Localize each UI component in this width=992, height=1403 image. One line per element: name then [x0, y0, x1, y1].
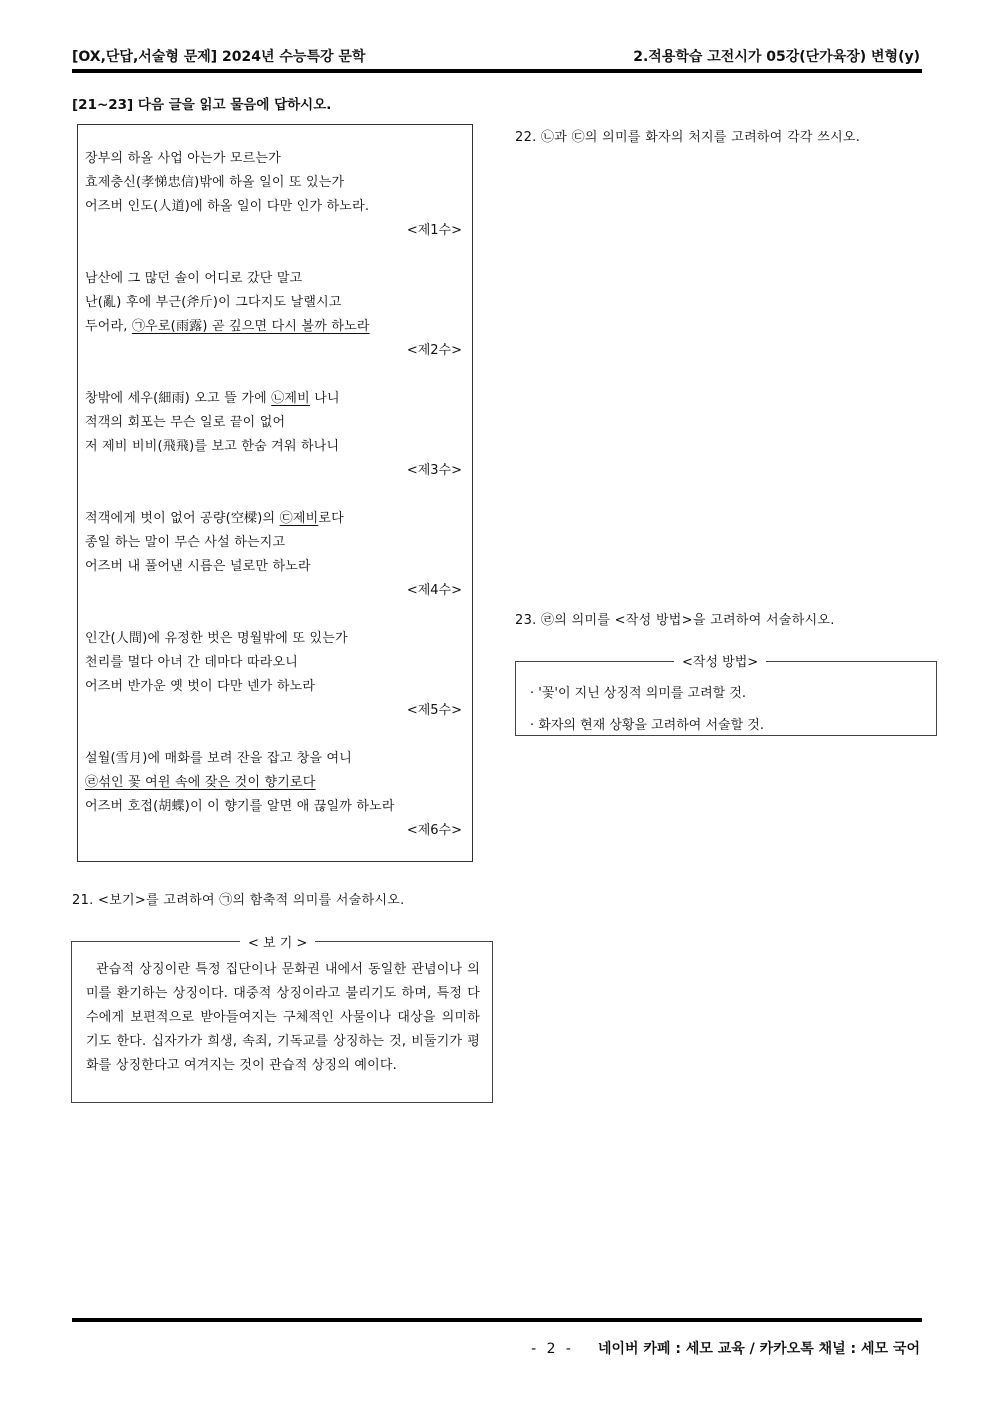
- poem-line: 창밖에 세우(細雨) 오고 뜰 가에 ㉡제비 나니: [85, 391, 340, 406]
- footer-rule: [72, 1318, 922, 1322]
- stanza-label: <제5수>: [406, 703, 462, 718]
- poem-line: 천리를 멀다 아녀 간 데마다 따라오니: [85, 655, 299, 670]
- question-21: 21. <보기>를 고려하여 ㉠의 함축적 의미를 서술하시오.: [72, 893, 405, 908]
- question-23: 23. ㉣의 의미를 <작성 방법>을 고려하여 서술하시오.: [515, 613, 835, 628]
- poem-line: 어즈버 인도(人道)에 하올 일이 다만 인가 하노라.: [85, 199, 370, 214]
- poem-line: 두어라, ㉠우로(雨露) 곧 깊으면 다시 볼까 하노라: [85, 319, 370, 334]
- poem-line: 설월(雪月)에 매화를 보려 잔을 잡고 창을 여니: [85, 751, 353, 766]
- header-title: [OX,단답,서술형 문제] 2024년 수능특강 문학: [72, 49, 366, 65]
- poem-line: 난(亂) 후에 부근(斧斤)이 그다지도 날랠시고: [85, 295, 342, 310]
- poem-line: 종일 하는 말이 무슨 사설 하는지고: [85, 535, 286, 550]
- method-item: · 화자의 현재 상황을 고려하여 서술할 것.: [530, 718, 764, 733]
- bogi-title: < 보 기 >: [240, 932, 315, 951]
- poem-line: 효제충신(孝悌忠信)밖에 하올 일이 또 있는가: [85, 175, 345, 190]
- stanza-label: <제6수>: [406, 823, 462, 838]
- page-number: - 2 -: [531, 1341, 574, 1357]
- poem-line: [85, 771, 316, 790]
- stanza-label: <제3수>: [406, 463, 462, 478]
- method-item: · '꽃'이 지닌 상징적 의미를 고려할 것.: [530, 686, 747, 701]
- underlined-phrase-d: ㉣섞인 꽃 여윈 속에 잦은 것이 향기로다: [85, 775, 316, 790]
- bogi-text: 관습적 상징이란 특정 집단이나 문화권 내에서 동일한 관념이나 의미를 환기하는 상징이다. 대중적 상징이라고 불리기도 하며, 특정 다수에게 보편적으로 받아들여지는 구체적인 사물이나 대상을 의미하기도 한다. 십자가가 희생, 속죄, 기독교를 상징하는 것, 비둘기가 평화를 상징한다고 여겨지는 것이 관습적 상징의 예이다.: [86, 962, 480, 1073]
- method-title: <작성 방법>: [674, 651, 766, 670]
- stanza-label: <제1수>: [406, 223, 462, 238]
- poem-line: 어즈버 반가운 옛 벗이 다만 넨가 하노라: [85, 679, 316, 694]
- footer-text: 네이버 카페 : 세모 교육 / 카카오톡 채널 : 세모 국어: [597, 1341, 920, 1357]
- underlined-phrase-a: ㉠우로(雨露) 곧 깊으면 다시 볼까 하노라: [131, 319, 370, 334]
- poem-line: 남산에 그 많던 솔이 어디로 갔단 말고: [85, 271, 303, 286]
- underlined-phrase-c: ㉢제비: [279, 511, 319, 526]
- stanza-label: <제4수>: [406, 583, 462, 598]
- underlined-phrase-b: ㉡제비: [271, 391, 310, 406]
- footer: [531, 1338, 920, 1358]
- poem-line: 장부의 하올 사업 아는가 모르는가: [85, 151, 281, 166]
- poem-line: 저 제비 비비(飛飛)를 보고 한숨 겨워 하나니: [85, 439, 340, 454]
- poem-line: 적객의 회포는 무슨 일로 끝이 없어: [85, 415, 286, 430]
- instruction: [21~23] 다음 글을 읽고 물음에 답하시오.: [72, 97, 332, 113]
- poem-line: 적객에게 벗이 없어 공량(空樑)의 ㉢제비로다: [85, 511, 344, 526]
- stanza-label: <제2수>: [406, 343, 462, 358]
- header-rule: [72, 69, 922, 73]
- header-subtitle: 2.적용학습 고전시가 05강(단가육장) 변형(y): [633, 49, 920, 65]
- question-22: 22. ㉡과 ㉢의 의미를 화자의 처지를 고려하여 각각 쓰시오.: [515, 130, 861, 145]
- poem-line: 어즈버 내 풀어낸 시름은 널로만 하노라: [85, 559, 311, 574]
- poem-line: 인간(人間)에 유정한 벗은 명월밖에 또 있는가: [85, 631, 348, 646]
- poem-line: 어즈버 호접(胡蝶)이 이 향기를 알면 애 끊일까 하노라: [85, 799, 395, 814]
